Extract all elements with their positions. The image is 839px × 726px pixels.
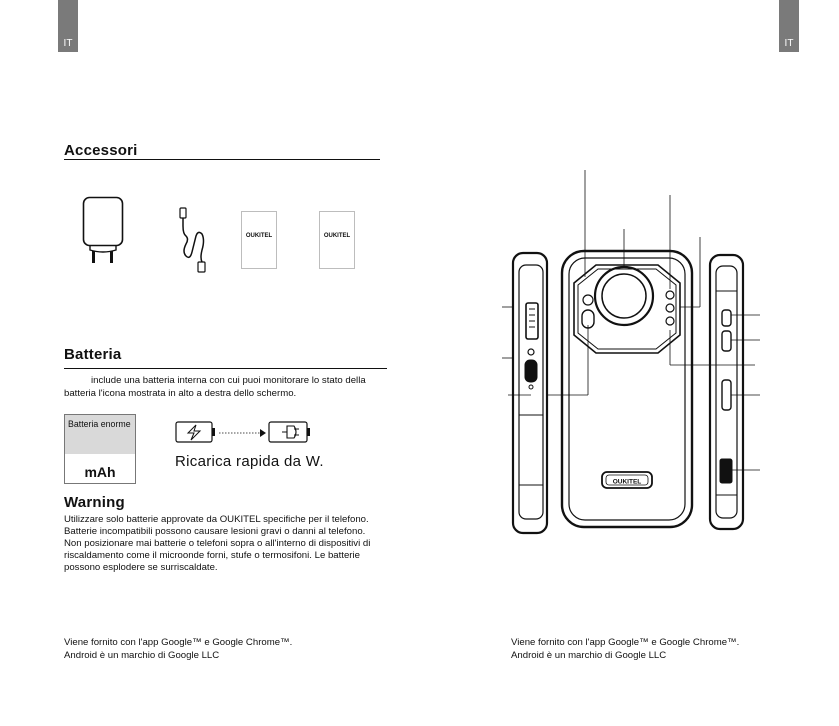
accessory-card-1: OUKITEL (241, 211, 277, 269)
charge-arrow-icon (219, 428, 267, 438)
page-tab-left: IT (58, 0, 78, 52)
battery-description-line2: batteria l'icona mostrata in alto a destra dello schermo. (64, 388, 297, 399)
battery-rule (64, 368, 387, 369)
warning-line-3: Non posizionare mai batterie o telefoni sopra o all'interno di dispositivi di (64, 538, 371, 549)
battery-capacity-box (64, 414, 136, 484)
footer-right-line2: Android è un marchio di Google LLC (511, 650, 667, 661)
warning-line-4: riscaldamento come il microonde forni, stufe o termosifoni. Le batterie (64, 550, 360, 561)
footer-left-line2: Android è un marchio di Google LLC (64, 650, 220, 661)
warning-line-2: Batterie incompatibili possono causare lesioni gravi o danni al telefono. (64, 526, 366, 537)
fast-charge-text: Ricarica rapida da W. (175, 453, 324, 470)
footer-left (64, 636, 292, 662)
battery-capacity-label: Batteria enorme (65, 415, 135, 454)
charging-battery-icon (175, 421, 217, 443)
battery-heading: Batteria (64, 346, 122, 363)
battery-capacity-unit: mAh (84, 464, 116, 480)
phone-diagram (500, 165, 770, 540)
accessories-rule (64, 159, 380, 160)
warning-line-1: Utilizzare solo batterie approvate da OUKITEL specifiche per il telefono. (64, 514, 369, 525)
warning-heading: Warning (64, 494, 125, 511)
accessory-card-2: OUKITEL (319, 211, 355, 269)
phone-brand-plate: OUKITEL (612, 478, 642, 486)
phone-left-side-view (502, 253, 547, 533)
footer-left-line1: Viene fornito con l'app Google™ e Google Chrome™. (64, 637, 293, 648)
page-tab-right: IT (779, 0, 799, 52)
phone-right-side-view (710, 255, 760, 529)
usb-cable-icon (172, 206, 212, 274)
plug-battery-icon (268, 421, 312, 443)
footer-right (511, 636, 739, 662)
accessories-heading: Accessori (64, 142, 138, 159)
warning-line-5: possono esplodere se surriscaldate. (64, 562, 218, 573)
battery-description-line1: include una batteria interna con cui puoi monitorare lo stato della (91, 375, 366, 386)
charger-icon (82, 196, 126, 266)
footer-right-line1: Viene fornito con l'app Google™ e Google Chrome™. (511, 637, 740, 648)
